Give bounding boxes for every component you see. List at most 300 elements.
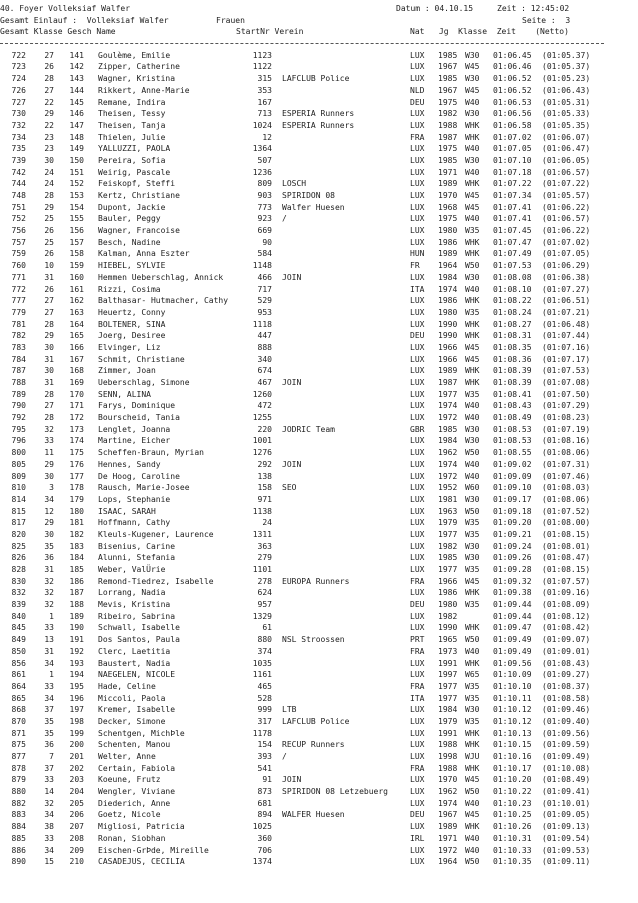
cell-klasse2: W40 (465, 413, 480, 423)
cell-klasse: 3 (49, 483, 54, 493)
cell-jg: 1977 (438, 565, 458, 574)
cell-gesamt: 864 (11, 681, 26, 691)
cell-name: Hade, Celine (98, 681, 156, 691)
table-row (0, 587, 638, 599)
cell-name: Kertz, Christiane (98, 191, 180, 200)
cell-netto: (01:09.40) (542, 716, 591, 726)
cell-jg: 1971 (438, 167, 458, 177)
cell-netto: (01:06.07) (542, 132, 591, 142)
table-row (0, 763, 638, 775)
cell-klasse: 26 (44, 249, 54, 259)
table-row (0, 552, 638, 564)
cell-klasse2: W35 (465, 307, 480, 317)
cell-klasse: 22 (44, 120, 54, 130)
cell-klasse: 30 (44, 155, 54, 165)
cell-startnr: 1329 (252, 611, 272, 621)
cell-name: NAEGELEN, NICOLE (98, 670, 176, 680)
cell-startnr: 472 (257, 401, 272, 411)
cell-klasse2: W35 (465, 681, 480, 691)
table-row (0, 120, 638, 132)
table-row (0, 178, 638, 190)
cell-jg: 1989 (438, 179, 458, 189)
cell-klasse2: W30 (465, 705, 480, 715)
cell-startnr: 12 (262, 132, 272, 142)
cell-netto: (01:06.22) (542, 226, 591, 236)
cell-zeit: 01:09.49 (493, 635, 532, 645)
cell-jg: 1980 (438, 226, 458, 236)
cell-name: CASADEJUS, CECILIA (98, 857, 185, 867)
cell-klasse2: W40 (465, 459, 480, 469)
cell-jg: 1980 (438, 307, 458, 317)
cell-nat: LUX (410, 401, 425, 411)
cell-startnr: 61 (262, 623, 272, 633)
cell-nat: LUX (410, 529, 425, 539)
cell-zeit: 01:08.36 (493, 354, 532, 364)
cell-jg: 1977 (438, 529, 458, 539)
cell-jg: 1952 (438, 483, 458, 493)
cell-klasse2: WHK (465, 740, 480, 750)
table-row (0, 108, 638, 120)
table-row (0, 354, 638, 366)
cell-jg: 1987 (438, 378, 458, 387)
cell-name: Kremer, Isabelle (98, 705, 176, 715)
cell-verein: Walfer Huesen (282, 202, 345, 212)
cell-gesch: 184 (69, 553, 84, 563)
cell-name: Schentgen, MichÞle (98, 728, 185, 738)
cell-klasse: 35 (44, 716, 54, 726)
cell-verein: ESPERIA Runners (282, 109, 355, 119)
table-row (0, 728, 638, 740)
cell-nat: LUX (410, 775, 425, 785)
cell-zeit: 01:09.44 (493, 611, 532, 621)
separator-line (0, 38, 638, 50)
table-row (0, 225, 638, 237)
cell-klasse2: W35 (465, 716, 480, 726)
cell-startnr: 507 (257, 155, 272, 165)
cell-name: Lops, Stephanie (98, 494, 171, 504)
cell-gesch: 172 (69, 413, 84, 423)
cell-name: Ribeiro, Sabrina (98, 611, 176, 621)
cell-gesamt: 752 (11, 214, 26, 224)
cell-nat: LUX (410, 448, 425, 458)
cell-gesch: 155 (69, 214, 84, 224)
cell-name: Kalman, Anna Eszter (98, 249, 190, 259)
cell-gesamt: 800 (11, 448, 26, 458)
cell-name: Schwall, Isabelle (98, 623, 180, 633)
cell-zeit: 01:08.24 (493, 307, 532, 317)
cell-verein: JOIN (282, 459, 302, 469)
cell-verein: JODRIC Team (282, 424, 335, 434)
cell-startnr: 880 (257, 635, 272, 645)
cell-nat: LUX (410, 798, 425, 808)
cell-verein: SPIRIDON 08 (282, 191, 335, 200)
cell-netto: (01:09.01) (542, 646, 591, 656)
cell-startnr: 1178 (252, 728, 272, 738)
cell-gesch: 149 (69, 144, 84, 154)
cell-nat: DEU (410, 97, 425, 107)
cell-netto: (01:05.33) (542, 109, 591, 119)
cell-gesamt: 784 (11, 354, 26, 364)
cell-gesch: 203 (69, 775, 84, 785)
cell-jg: 1974 (438, 401, 458, 411)
cell-name: Balthasar- Hutmacher, Cathy (98, 296, 229, 306)
cell-netto: (01:07.29) (542, 401, 591, 411)
cell-name: Scheffen-Braun, Myrian (98, 448, 204, 458)
cell-netto: (01:09.46) (542, 705, 591, 715)
cell-startnr: 315 (257, 74, 272, 84)
cell-netto: (01:08.12) (542, 611, 591, 621)
cell-verein: LAFCLUB Police (282, 716, 350, 726)
cell-nat: LUX (410, 471, 425, 481)
cell-gesamt: 878 (11, 763, 26, 773)
cell-startnr: 91 (262, 775, 272, 785)
cell-klasse2: W30 (465, 494, 480, 504)
cell-verein: WALFER Huesen (282, 810, 345, 820)
cell-klasse2: W50 (465, 506, 480, 516)
cell-jg: 1972 (438, 413, 458, 423)
cell-netto: (01:08.37) (542, 681, 591, 691)
cell-klasse2: W65 (465, 670, 480, 680)
cell-nat: HUN (410, 249, 425, 259)
cell-netto: (01:07.52) (542, 506, 591, 516)
cell-jg: 1990 (438, 319, 458, 329)
cell-klasse2: W40 (465, 284, 480, 294)
cell-name: Decker, Simone (98, 716, 166, 726)
cell-nat: LUX (410, 342, 425, 352)
cell-nat: LUX (410, 307, 425, 317)
cell-nat: LUX (410, 459, 425, 469)
cell-zeit: 01:10.16 (493, 752, 532, 761)
cell-gesch: 151 (69, 167, 84, 177)
cell-gesch: 201 (69, 752, 84, 761)
table-row (0, 774, 638, 786)
time-label: Zeit : 12:45:02 (497, 4, 570, 13)
cell-zeit: 01:10.25 (493, 810, 532, 820)
cell-gesch: 141 (69, 50, 84, 60)
table-row (0, 143, 638, 155)
cell-gesch: 195 (69, 681, 84, 691)
cell-gesch: 158 (69, 249, 84, 259)
cell-startnr: 584 (257, 249, 272, 259)
cell-startnr: 923 (257, 214, 272, 224)
cell-netto: (01:08.58) (542, 693, 591, 703)
cell-startnr: 374 (257, 646, 272, 656)
cell-verein: SEO (282, 483, 297, 493)
cell-startnr: 529 (257, 296, 272, 306)
cell-name: SENN, ALINA (98, 389, 151, 399)
cell-nat: LUX (410, 179, 425, 189)
cell-name: Wagner, Francoise (98, 226, 180, 236)
cell-zeit: 01:08.22 (493, 296, 532, 306)
cell-gesch: 182 (69, 529, 84, 539)
cell-gesamt: 805 (11, 459, 26, 469)
results-table (0, 50, 638, 868)
cell-gesch: 153 (69, 191, 84, 200)
cell-startnr: 1161 (252, 670, 272, 680)
cell-netto: (01:08.49) (542, 775, 591, 785)
cell-klasse2: W40 (465, 471, 480, 481)
ranking-title: Gesamt Einlauf : Volleksiaf Walfer (0, 15, 169, 25)
cell-startnr: 363 (257, 541, 272, 551)
cell-klasse2: WHK (465, 132, 480, 142)
cell-klasse2: W40 (465, 144, 480, 154)
cell-klasse2: W30 (465, 272, 480, 282)
table-row (0, 599, 638, 611)
cell-netto: (01:07.22) (542, 179, 591, 189)
cell-klasse: 30 (44, 366, 54, 376)
cell-gesamt: 839 (11, 600, 26, 610)
cell-nat: LUX (410, 565, 425, 574)
cell-name: Baustert, Nadia (98, 658, 171, 668)
cell-name: Remond-Tiedrez, Isabelle (98, 576, 214, 586)
cell-klasse: 10 (44, 261, 54, 271)
cell-nat: LUX (410, 822, 425, 832)
cell-name: Dupont, Jackie (98, 202, 166, 212)
cell-zeit: 01:07.49 (493, 249, 532, 259)
cell-startnr: 717 (257, 284, 272, 294)
cell-gesch: 163 (69, 307, 84, 317)
cell-verein: LOSCH (282, 179, 307, 189)
cell-zeit: 01:10.26 (493, 822, 532, 832)
cell-zeit: 01:09.44 (493, 600, 532, 610)
cell-zeit: 01:09.18 (493, 506, 532, 516)
cell-name: Alunni, Stefania (98, 553, 176, 563)
cell-klasse: 36 (44, 553, 54, 563)
cell-jg: 1973 (438, 646, 458, 656)
cell-verein: LTB (282, 705, 297, 715)
cell-jg: 1962 (438, 448, 458, 458)
table-row (0, 716, 638, 728)
cell-netto: (01:07.05) (542, 249, 591, 259)
cell-gesch: 196 (69, 693, 84, 703)
cell-klasse2: W35 (465, 565, 480, 574)
cell-gesamt: 826 (11, 553, 26, 563)
cell-klasse: 29 (44, 202, 54, 212)
cell-name: Joerg, Desiree (98, 331, 166, 341)
table-row (0, 564, 638, 576)
cell-klasse2: W45 (465, 354, 480, 364)
cell-klasse2: W50 (465, 635, 480, 645)
cell-klasse2: W45 (465, 775, 480, 785)
table-row (0, 167, 638, 179)
cell-name: Farys, Dominique (98, 401, 176, 411)
cell-gesch: 177 (69, 471, 84, 481)
cell-verein: / (282, 214, 287, 224)
cell-name: Weirig, Pascale (98, 167, 171, 177)
cell-gesamt: 886 (11, 845, 26, 855)
cell-netto: (01:07.17) (542, 354, 591, 364)
cell-zeit: 01:10.12 (493, 716, 532, 726)
cell-startnr: 90 (262, 237, 272, 247)
cell-gesch: 174 (69, 436, 84, 446)
cell-netto: (01:09.16) (542, 588, 591, 598)
cell-nat: LUX (410, 436, 425, 446)
table-row (0, 739, 638, 751)
cell-gesch: 209 (69, 845, 84, 855)
cell-zeit: 01:09.20 (493, 518, 532, 528)
cell-name: Koeune, Frutz (98, 775, 161, 785)
cell-klasse: 32 (44, 424, 54, 434)
cell-zeit: 01:08.08 (493, 272, 532, 282)
cell-gesamt: 870 (11, 716, 26, 726)
cell-gesch: 152 (69, 179, 84, 189)
column-header (0, 26, 638, 38)
table-row (0, 821, 638, 833)
cell-gesch: 145 (69, 97, 84, 107)
cell-klasse2: W30 (465, 424, 480, 434)
cell-jg: 1966 (438, 342, 458, 352)
cell-klasse: 34 (44, 494, 54, 504)
cell-name: Bisenius, Carine (98, 541, 176, 551)
cell-gesamt: 781 (11, 319, 26, 329)
cell-zeit: 01:10.17 (493, 763, 532, 773)
cell-zeit: 01:09.49 (493, 646, 532, 656)
column-header-left: Gesamt Klasse Gesch Name (0, 27, 116, 37)
table-row (0, 190, 638, 202)
cell-netto: (01:07.44) (542, 331, 591, 341)
cell-zeit: 01:10.20 (493, 775, 532, 785)
cell-netto: (01:08.15) (542, 565, 591, 574)
cell-gesamt: 724 (11, 74, 26, 84)
cell-name: Welter, Anne (98, 752, 156, 761)
cell-startnr: 220 (257, 424, 272, 434)
cell-jg: 1982 (438, 109, 458, 119)
cell-gesch: 180 (69, 506, 84, 516)
cell-startnr: 279 (257, 553, 272, 563)
cell-zeit: 01:07.02 (493, 132, 532, 142)
cell-nat: LUX (410, 202, 425, 212)
cell-name: De Hoog, Caroline (98, 471, 180, 481)
cell-nat: LUX (410, 728, 425, 738)
cell-netto: (01:06.22) (542, 202, 591, 212)
category-label: Frauen (216, 15, 245, 25)
cell-klasse: 28 (44, 413, 54, 423)
cell-gesch: 193 (69, 658, 84, 668)
cell-gesamt: 880 (11, 787, 26, 797)
cell-gesamt: 759 (11, 249, 26, 259)
cell-gesch: 162 (69, 296, 84, 306)
cell-netto: (01:09.11) (542, 857, 591, 867)
cell-startnr: 292 (257, 459, 272, 469)
cell-nat: LUX (410, 144, 425, 154)
table-row (0, 833, 638, 845)
table-row (0, 576, 638, 588)
cell-nat: LUX (410, 857, 425, 867)
cell-gesch: 160 (69, 272, 84, 282)
cell-jg: 1979 (438, 716, 458, 726)
cell-klasse: 34 (44, 658, 54, 668)
cell-klasse2: W30 (465, 74, 480, 84)
cell-klasse2: W35 (465, 389, 480, 399)
cell-jg: 1966 (438, 354, 458, 364)
cell-jg: 1968 (438, 202, 458, 212)
cell-gesamt: 865 (11, 693, 26, 703)
table-row (0, 435, 638, 447)
cell-startnr: 888 (257, 342, 272, 352)
cell-klasse: 26 (44, 284, 54, 294)
cell-jg: 1986 (438, 588, 458, 598)
cell-jg: 1988 (438, 740, 458, 750)
table-row (0, 517, 638, 529)
cell-name: Elvinger, Liz (98, 342, 161, 352)
cell-nat: LUX (410, 740, 425, 750)
cell-klasse: 31 (44, 272, 54, 282)
cell-klasse2: WHK (465, 623, 480, 633)
cell-gesch: 170 (69, 389, 84, 399)
cell-gesch: 179 (69, 494, 84, 504)
cell-gesch: 181 (69, 518, 84, 528)
cell-gesch: 147 (69, 120, 84, 130)
cell-gesamt: 850 (11, 646, 26, 656)
cell-gesch: 206 (69, 810, 84, 820)
cell-verein: LAFCLUB Police (282, 74, 350, 84)
table-row (0, 751, 638, 763)
cell-zeit: 01:06.52 (493, 85, 532, 95)
cell-startnr: 467 (257, 378, 272, 387)
cell-jg: 1966 (438, 576, 458, 586)
cell-netto: (01:05.57) (542, 191, 591, 200)
cell-name: HIEBEL, SYLVIE (98, 261, 166, 271)
cell-name: BOLTENER, SINA (98, 319, 166, 329)
cell-jg: 1963 (438, 506, 458, 516)
cell-nat: FRA (410, 132, 425, 142)
cell-gesamt: 727 (11, 97, 26, 107)
cell-name: Wengler, Viviane (98, 787, 176, 797)
cell-startnr: 903 (257, 191, 272, 200)
cell-netto: (01:09.53) (542, 845, 591, 855)
cell-gesch: 191 (69, 635, 84, 645)
cell-nat: LUX (410, 787, 425, 797)
cell-zeit: 01:06.45 (493, 50, 532, 60)
cell-klasse2: WHK (465, 249, 480, 259)
cell-netto: (01:09.41) (542, 787, 591, 797)
cell-netto: (01:07.53) (542, 366, 591, 376)
cell-klasse2: W45 (465, 191, 480, 200)
cell-name: Ronan, Siobhan (98, 833, 166, 843)
cell-nat: DEU (410, 600, 425, 610)
cell-klasse: 15 (44, 857, 54, 867)
cell-klasse: 30 (44, 529, 54, 539)
column-header-right: Nat Jg Klasse Zeit (Netto) (410, 27, 569, 37)
cell-name: Rizzi, Cosima (98, 284, 161, 294)
cell-klasse2: W40 (465, 214, 480, 224)
cell-netto: (01:07.08) (542, 378, 591, 387)
cell-nat: LUX (410, 518, 425, 528)
cell-jg: 1977 (438, 389, 458, 399)
cell-jg: 1974 (438, 798, 458, 808)
cell-name: Rausch, Marie-Josee (98, 483, 190, 493)
cell-klasse: 31 (44, 378, 54, 387)
cell-klasse: 31 (44, 565, 54, 574)
cell-zeit: 01:09.10 (493, 483, 532, 493)
cell-name: YALLUZZI, PAOLA (98, 144, 171, 154)
cell-verein: SPIRIDON 08 Letzebuerg (282, 787, 388, 797)
cell-klasse2: W40 (465, 845, 480, 855)
cell-zeit: 01:07.18 (493, 167, 532, 177)
cell-klasse2: W45 (465, 810, 480, 820)
cell-klasse2: W45 (465, 576, 480, 586)
cell-gesch: 208 (69, 833, 84, 843)
cell-jg: 1975 (438, 144, 458, 154)
cell-jg: 1970 (438, 775, 458, 785)
cell-name: Rikkert, Anne-Marie (98, 85, 190, 95)
cell-nat: FRA (410, 681, 425, 691)
cell-klasse2: W30 (465, 155, 480, 165)
cell-zeit: 01:10.11 (493, 693, 532, 703)
cell-klasse: 26 (44, 226, 54, 236)
cell-nat: ITA (410, 284, 425, 294)
cell-netto: (01:06.29) (542, 261, 591, 271)
